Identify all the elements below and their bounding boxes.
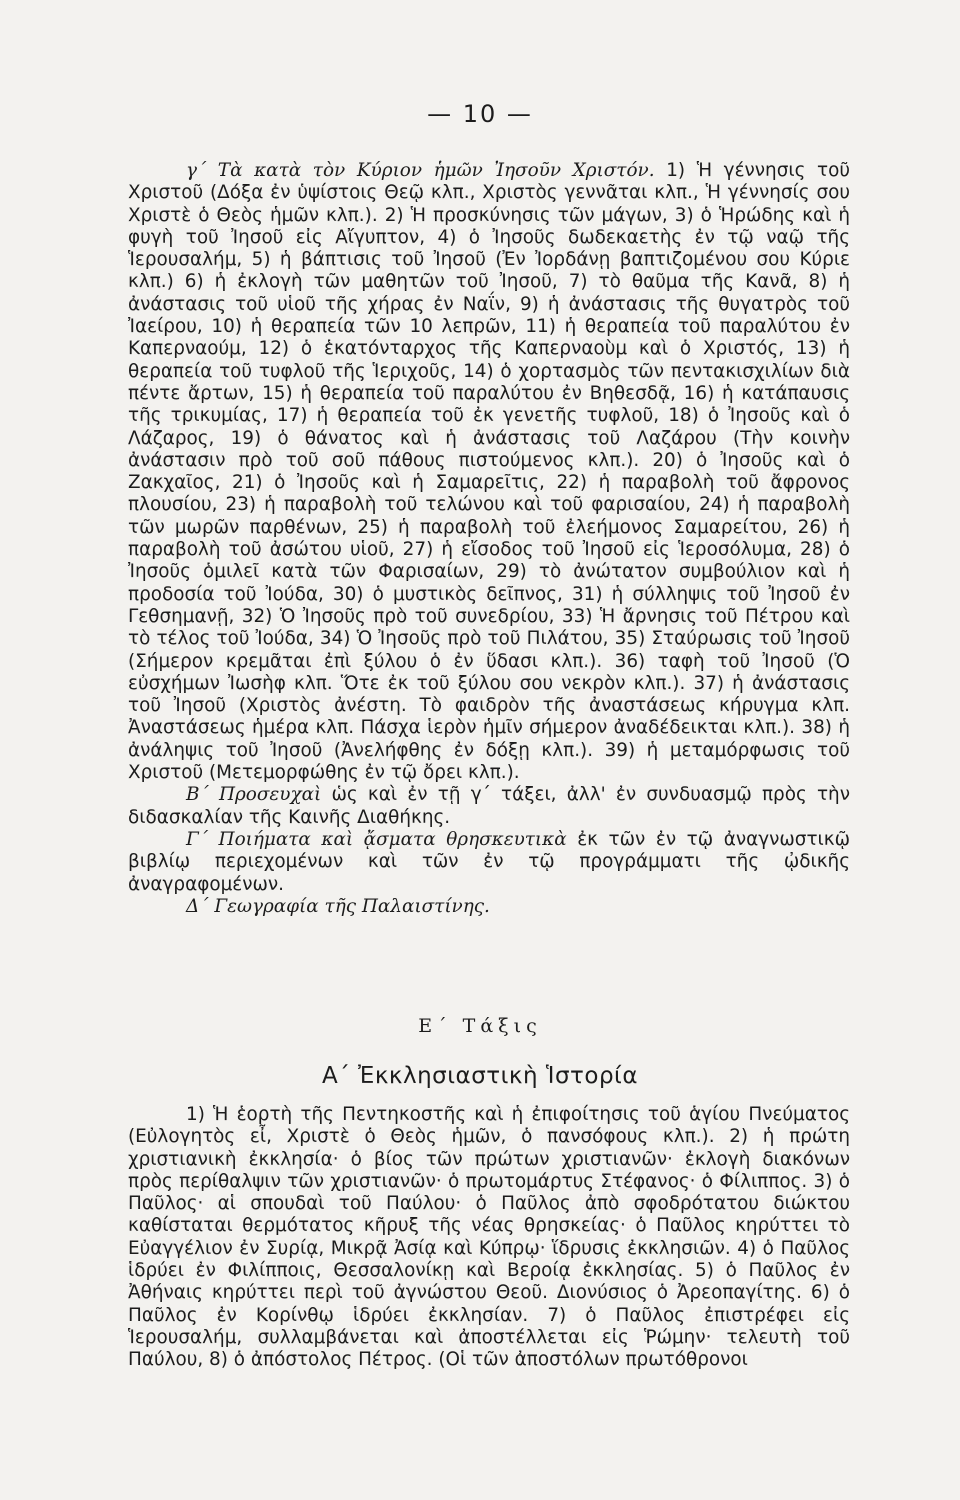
section-gamma-paragraph: [128, 160, 850, 784]
section-b-paragraph: [128, 784, 850, 829]
church-history-text: [128, 1104, 850, 1372]
section-g-paragraph: [128, 829, 850, 896]
church-history-paragraph: 1) Ἡ ἑορτὴ τῆς Πεντηκοστῆς καὶ ἡ ἐπιφοίτησις τοῦ ἁγίου Πνεύματος (Εὐλογητὸς εἶ, Χριστὲ ὁ Θεὸς ἡμῶν, ὁ πανσόφους κλπ.). 2) ἡ πρώτη χριστιανικὴ ἐκκλησία· ὁ βίος τῶν πρώτων χριστιανῶν· ἐκλογὴ διακόνων πρὸς περίθαλψιν τῶν χριστιανῶν· ὁ πρωτομάρτυς Στέφανος· ὁ Φίλιππος. 3) ὁ Παῦλος· αἱ σπουδαὶ τοῦ Παύλου· ὁ Παῦλος ἀπὸ σφοδρότατου διώκτου καθίσταται θερμότατος κῆρυξ τῆς νέας θρησκείας· ὁ Παῦλος κηρύττει τὸ Εὐαγγέλιον ἐν Συρίᾳ, Μικρᾷ Ἀσίᾳ καὶ Κύπρῳ· ἵδρυσις ἐκκλησιῶν. 4) ὁ Παῦλος ἱδρύει ἐν Φιλίπποις, Θεσσαλονίκῃ καὶ Βεροίᾳ ἐκκλησίας. 5) ὁ Παῦλος ἐν Ἀθήναις κηρύττει περὶ τοῦ ἀγνώστου Θεοῦ. Διονύσιος ὁ Ἀρεοπαγίτης. 6) ὁ Παῦλος ἐν Κορίνθῳ ἱδρύει ἐκκλησίαν. 7) ὁ Παῦλος ἐπιστρέφει εἰς Ἱερουσαλήμ, συλλαμβάνεται καὶ ἀποστέλλεται εἰς Ῥώμην· τελευτὴ τοῦ Παύλου, 8) ὁ ἀπόστολος Πέτρος. (Οἱ τῶν ἀποστόλων πρωτόθρονοι: [128, 1104, 850, 1371]
section-b-text: ὡς καὶ ἐν τῇ γ΄ τάξει, ἀλλ' ἐν συνδυασμῷ πρὸς τὴν διδασκαλίαν τῆς Καινῆς Διαθήκης.: [128, 784, 850, 828]
section-g-title: Γ΄ Ποιήματα καὶ ᾄσματα θρησκευτικὰ: [186, 828, 567, 850]
section-gamma-title: γ΄ Τὰ κατὰ τὸν Κύριον ἡμῶν Ἰησοῦν Χριστόν.: [186, 160, 655, 181]
section-g-text: ἐκ τῶν ἐν τῷ ἀναγνωστικῷ βιβλίῳ περιεχομένων καὶ τῶν ἐν τῷ προγράμματι τῆς ᾠδικῆς ἀναγραφομένων.: [128, 828, 850, 895]
section-gamma-text: 1) Ἡ γέννησις τοῦ Χριστοῦ (Δόξα ἐν ὑψίστοις Θεῷ κλπ., Χριστὸς γεννᾶται κλπ., Ἡ γέννησίς σου Χριστὲ ὁ Θεὸς ἡμῶν κλπ.). 2) Ἡ προσκύνησις τῶν μάγων, 3) ὁ Ἡρώδης καὶ ἡ φυγὴ τοῦ Ἰησοῦ εἰς Αἴγυπτον, 4) ὁ Ἰησοῦς δωδεκαετὴς ἐν τῷ ναῷ τῆς Ἱερουσαλήμ, 5) ἡ βάπτισις τοῦ Ἰησοῦ (Ἐν Ἰορδάνῃ βαπτιζομένου σου Κύριε κλπ.) 6) ἡ ἐκλογὴ τῶν μαθητῶν τοῦ Ἰησοῦ, 7) τὸ θαῦμα τῆς Κανᾶ, 8) ἡ ἀνάστασις τοῦ υἱοῦ τῆς χήρας ἐν Ναΐν, 9) ἡ ἀνάστασις τῆς θυγατρὸς τοῦ Ἰαείρου, 10) ἡ θεραπεία τῶν 10 λεπρῶν, 11) ἡ θεραπεία τοῦ παραλύτου ἐν Καπερναούμ, 12) ὁ ἑκατόνταρχος τῆς Καπερναοὺμ καὶ ὁ Χριστός, 13) ἡ θεραπεία τοῦ τυφλοῦ τῆς Ἱεριχοῦς, 14) ὁ χορτασμὸς τῶν πεντακισχιλίων διὰ πέντε ἄρτων, 15) ἡ θεραπεία τοῦ παραλύτου ἐν Βηθεσδᾷ, 16) ἡ κατάπαυσις τῆς τρικυμίας, 17) ἡ θεραπεία τοῦ ἐκ γενετῆς τυφλοῦ, 18) ὁ Ἰησοῦς καὶ ὁ Λάζαρος, 19) ὁ θάνατος καὶ ἡ ἀνάστασις τοῦ Λαζάρου (Τὴν κοινὴν ἀνάστασιν πρὸ τοῦ σοῦ πάθους πιστούμενος κλπ.). 20) ὁ Ἰησοῦς καὶ ὁ Ζακχαῖος, 21) ὁ Ἰησοῦς καὶ ἡ Σαμαρεῖτις, 22) ἡ παραβολὴ τοῦ ἄφρονος πλουσίου, 23) ἡ παραβολὴ τοῦ τελώνου καὶ τοῦ φαρισαίου, 24) ἡ παραβολὴ τῶν μωρῶν παρθένων, 25) ἡ παραβολὴ τοῦ ἐλεήμονος Σαμαρείτου, 26) ἡ παραβολὴ τοῦ ἀσώτου υἱοῦ, 27) ἡ εἴσοδος τοῦ Ἰησοῦ εἰς Ἱεροσόλυμα, 28) ὁ Ἰησοῦς ὁμιλεῖ κατὰ τῶν Φαρισαίων, 29) τὸ ἀνώτατον συμβούλιον καὶ ἡ προδοσία τοῦ Ἰούδα, 30) ὁ μυστικὸς δεῖπνος, 31) ἡ σύλληψις τοῦ Ἰησοῦ ἐν Γεθσημανῇ, 32) Ὁ Ἰησοῦς πρὸ τοῦ συνεδρίου, 33) Ἡ ἄρνησις τοῦ Πέτρου καὶ τὸ τέλος τοῦ Ἰούδα, 34) Ὁ Ἰησοῦς πρὸ τοῦ Πιλάτου, 35) Σταύρωσις τοῦ Ἰησοῦ (Σήμερον κρεμᾶται ἐπὶ ξύλου ὁ ἐν ὕδασι κλπ.). 36) ταφὴ τοῦ Ἰησοῦ (Ὁ εὐσχήμων Ἰωσὴφ κλπ. Ὅτε ἐκ τοῦ ξύλου σου νεκρὸν κλπ.). 37) ἡ ἀνάστασις τοῦ Ἰησοῦ (Χριστὸς ἀνέστη. Τὸ φαιδρὸν τῆς ἀναστάσεως κήρυγμα κλπ. Ἀναστάσεως ἡμέρα κλπ. Πάσχα ἱερὸν ἡμῖν σήμερον ἀναδέδεικται κλπ.). 38) ἡ ἀνάληψις τοῦ Ἰησοῦ (Ἀνελήφθης ἐν δόξῃ κλπ.). 39) ἡ μεταμόρφωσις τοῦ Χριστοῦ (Μετεμορφώθης ἐν τῷ ὄρει κλπ.).: [128, 160, 850, 784]
section-d-paragraph: [128, 896, 850, 918]
church-history-heading: Α΄ Ἐκκλησιαστικὴ Ἱστορία: [321, 1063, 638, 1089]
page-number: — 10 —: [427, 100, 533, 128]
section-d-title: Δ΄ Γεωγραφία τῆς Παλαιστίνης.: [186, 895, 490, 917]
section-b-title: Β΄ Προσευχαὶ: [186, 784, 322, 806]
curriculum-text: [128, 160, 850, 918]
class-heading: Ε΄ Τάξις: [418, 1015, 542, 1037]
